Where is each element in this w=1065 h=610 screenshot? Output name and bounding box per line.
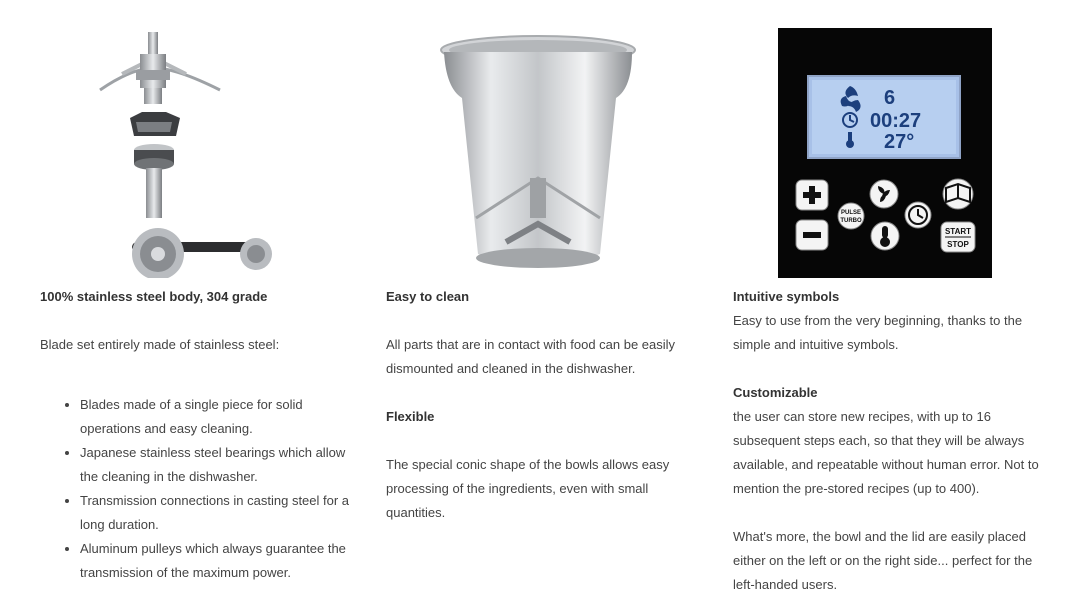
speed-value: 6 xyxy=(884,87,896,109)
start-label: START xyxy=(944,227,972,236)
customizable-text: the user can store new recipes, with up to 16 subsequent steps each, so that they will be always available, and repeatable without human error. Not to mention the pre-stored recipes (up to 400). xyxy=(733,409,1039,496)
easy-clean-heading: Easy to clean xyxy=(386,289,470,304)
blades-text xyxy=(40,285,350,585)
list-item: • Blades made of a single piece for solid operations and easy cleaning. xyxy=(80,393,350,441)
speed-button[interactable] xyxy=(870,180,898,208)
left-handed-text: What's more, the bowl and the lid are easily placed either on the left or on the right side... perfect for the left-handed users. xyxy=(733,529,1033,592)
pulse-turbo-button[interactable] xyxy=(838,203,864,229)
temperature-button[interactable] xyxy=(871,222,899,250)
blade-set-image xyxy=(92,28,282,278)
blade-assembly-icon xyxy=(92,28,282,278)
steel-bowl-icon xyxy=(436,28,641,276)
list-item: • Aluminum pulleys which always guarantee the transmission of the maximum power. xyxy=(80,537,350,585)
stop-label: STOP xyxy=(947,240,969,249)
bowl-text xyxy=(386,285,706,525)
minus-button[interactable] xyxy=(796,220,828,250)
turbo-label: TURBO xyxy=(840,218,862,224)
easy-clean-text: All parts that are in contact with food can be easily dismounted and cleaned in the dishwasher. xyxy=(386,337,676,376)
blades-heading: 100% stainless steel body, 304 grade xyxy=(40,289,268,304)
flexible-heading: Flexible xyxy=(386,409,435,424)
intuitive-text: Easy to use from the very beginning, thanks to the simple and intuitive symbols. xyxy=(733,313,1023,352)
control-panel xyxy=(778,28,992,278)
controls-text xyxy=(733,285,1053,597)
timer-button[interactable] xyxy=(905,202,931,228)
time-value: 00:27 xyxy=(870,110,922,132)
flexible-text: The special conic shape of the bowls allows easy processing of the ingredients, even with small quantities. xyxy=(386,457,670,520)
plus-button[interactable] xyxy=(796,180,828,210)
list-item: • Japanese stainless steel bearings which allow the cleaning in the dishwasher. xyxy=(80,441,350,489)
customizable-heading: Customizable xyxy=(733,385,818,400)
recipe-book-button[interactable] xyxy=(943,179,973,209)
blades-feature-list xyxy=(40,393,350,585)
list-item: • Transmission connections in casting steel for a long duration. xyxy=(80,489,350,537)
start-stop-button[interactable] xyxy=(941,222,975,252)
control-panel-image xyxy=(778,28,992,278)
pulse-label: PULSE xyxy=(840,210,862,216)
intuitive-heading: Intuitive symbols xyxy=(733,289,840,304)
blades-intro: Blade set entirely made of stainless steel: xyxy=(40,337,280,352)
temperature-value: 27° xyxy=(884,131,915,153)
steel-bowl-image xyxy=(436,28,641,276)
